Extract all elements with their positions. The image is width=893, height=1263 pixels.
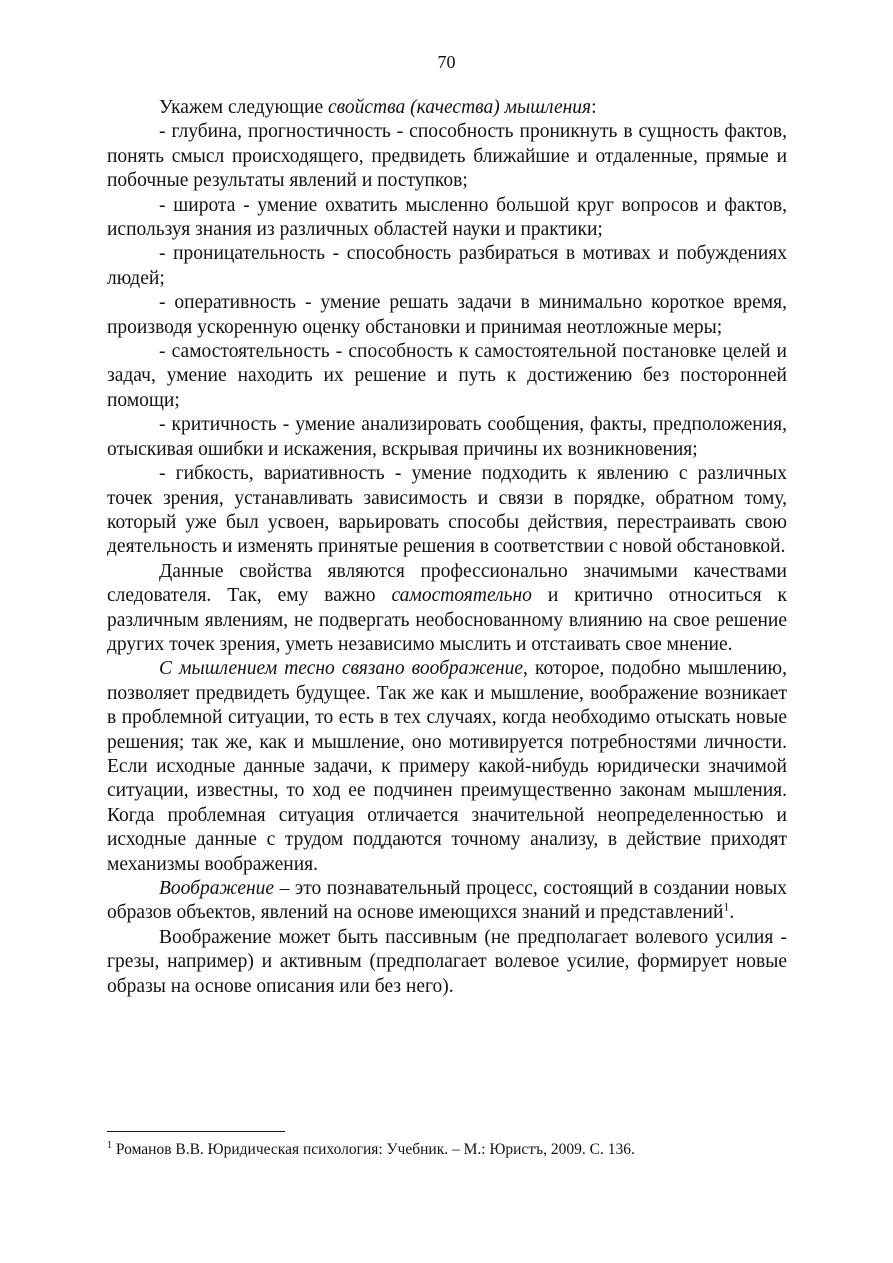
paragraph-imagination: С мышлением тесно связано воображение, которое, подобно мышлению, позволяет предвидеть будущее. Так же как и мышление, воображение возникает в проблемной ситуации, то есть в тех случаях, когда необходимо отыскать новые решения; так же, как и мышление, оно мотивируется потребностями личности. Если исходные данные задачи, к примеру какой-нибудь юридически значимой ситуации, известны, то ход ее подчинен преимущественно законам мышления. Когда проблемная ситуация отличается значительной неопределенностью и исходные данные с трудом поддаются точному анализу, в действие приходят механизмы воображения. (107, 658, 787, 875)
paragraph-properties-intro: Укажем следующие свойства (качества) мышления: (159, 97, 597, 118)
list-item-flexibility: - гибкость, вариативность - умение подходить к явлению с различных точек зрения, устанавливать зависимость и связи в порядке, обратном тому, который уже был усвоен, варьировать способы действия, перестраивать свою деятельность и изменять принятые решения в соответствии с новой обстановкой. (107, 463, 787, 558)
page-number: 70 (437, 52, 456, 72)
list-item-efficiency: - оперативность - умение решать задачи в минимально короткое время, производя ускоренную оценку обстановки и принимая неотложные меры; (107, 292, 787, 338)
footnote (107, 1140, 807, 1160)
list-item-independence: - самостоятельность - способность к самостоятельной постановке целей и задач, умение находить их решение и путь к достижению без посторонней помощи; (107, 341, 787, 411)
footnote-divider (107, 1131, 285, 1132)
main-text (107, 96, 787, 999)
footnote-text: Романов В.В. Юридическая психология: Учебник. – М.: Юристъ, 2009. С. 136. (112, 1141, 635, 1158)
list-item-insight: - проницательность - способность разбираться в мотивах и побуждениях людей; (107, 243, 787, 289)
paragraph-imagination-types: Воображение может быть пассивным (не предполагает волевого усилия - грезы, например) и активным (предполагает волевое усилие, формирует новые образы на основе описания или без него). (107, 926, 787, 997)
list-item-criticality: - критичность - умение анализировать сообщения, факты, предположения, отыскивая ошибки и искажения, вскрывая причины их возникновения; (107, 414, 787, 460)
paragraph-imagination-definition: Воображение – это познавательный процесс, состоящий в создании новых образов объектов, явлений на основе имеющихся знаний и представлений$^1$. (107, 878, 787, 924)
footnote-reference[interactable]: 1 (723, 899, 730, 914)
list-item-depth: - глубина, прогностичность - способность проникнуть в сущность фактов, понять смысл происходящего, предвидеть ближайшие и отдаленные, прямые и побочные результаты явлений и поступков; (107, 121, 787, 192)
list-item-breadth: - широта - умение охватить мысленно большой круг вопросов и фактов, используя знания из различных областей науки и практики; (107, 194, 787, 241)
paragraph-investigator: Данные свойства являются профессионально значимыми качествами следователя. Так, ему важно самостоятельно и критично относиться к различным явлениям, не подвергать необоснованному влиянию на свое решение других точек зрения, уметь независимо мыслить и отстаивать свое мнение. (107, 560, 787, 655)
footnote-marker: 1 (107, 1139, 112, 1151)
